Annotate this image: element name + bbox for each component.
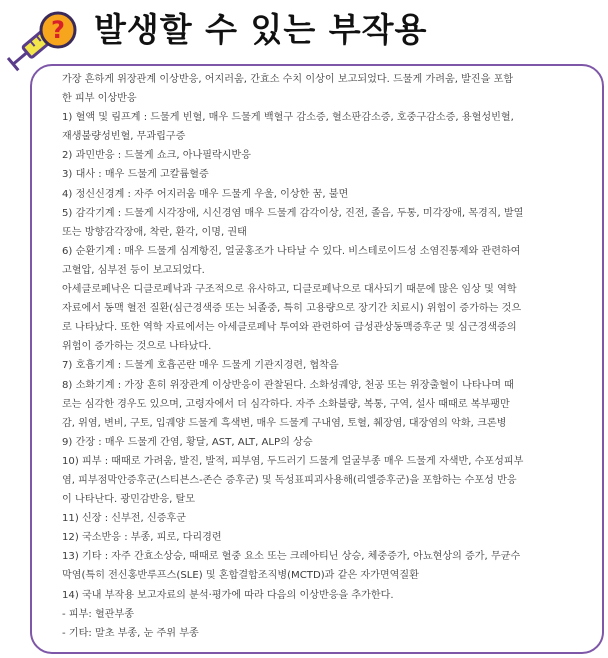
text-line: 자료에서 동맥 혈전 질환(심근경색증 또는 뇌졸중, 특히 고용량으로 장기간 치료시) 위험이 증가하는 것으 xyxy=(62,303,522,315)
page-title: 발생할 수 있는 부작용 xyxy=(94,10,428,49)
text-line: 로 나타났다. 또한 역학 자료에서는 아세클로페낙 투여와 관련하여 급성관상동맥증후군 및 심근경색증의 xyxy=(62,322,517,334)
text-line: 13) 기타 : 자주 간효소상승, 때때로 혈중 요소 또는 크레아티닌 상승, 체중증가, 아뇨현상의 증가, 무균수 xyxy=(62,551,521,563)
text-line: 염, 피부점막안증후군(스티븐스-존슨 증후군) 및 독성표피괴사용해(리엘증후군)을 포함하는 수포성 반응 xyxy=(62,474,517,486)
syringe-question-icon xyxy=(2,6,88,72)
header xyxy=(0,0,608,66)
text-line: 고혈압, 심부전 등이 보고되었다. xyxy=(62,264,205,276)
text-line: 11) 신장 : 신부전, 신증후군 xyxy=(62,513,186,525)
text-line: 또는 방향감각장애, 착란, 환각, 이명, 권태 xyxy=(62,226,247,238)
text-line: 재생불량성빈혈, 무과립구증 xyxy=(62,131,186,143)
text-line: 한 피부 이상반응 xyxy=(62,93,137,105)
text-line: 12) 국소반응 : 부종, 피로, 다리경련 xyxy=(62,532,222,544)
text-line: 8) 소화기계 : 가장 흔히 위장관계 이상반응이 관찰된다. 소화성궤양, 천공 또는 위장출혈이 나타나며 때 xyxy=(62,379,514,391)
text-line: 1) 혈액 및 림프계 : 드물게 빈혈, 매우 드물게 백혈구 감소증, 혈소판감소증, 호중구감소증, 용혈성빈혈, xyxy=(62,112,514,124)
text-line: 이 나타난다. 광민감반응, 탈모 xyxy=(62,494,196,506)
text-line: 10) 피부 : 때때로 가려움, 발진, 발적, 피부염, 두드러기 드물게 얼굴부종 매우 드물게 자색반, 수포성피부 xyxy=(62,455,524,467)
text-line: 감, 위염, 변비, 구토, 입궤양 드물게 흑색변, 매우 드물게 구내염, 토혈, 췌장염, 대장염의 악화, 크론병 xyxy=(62,417,507,429)
text-line: 7) 호흡기계 : 드물게 호흡곤란 매우 드물게 기관지경련, 협착음 xyxy=(62,360,339,372)
text-line: 14) 국내 부작용 보고자료의 분석·평가에 따라 다음의 이상반응을 추가한다. xyxy=(62,589,394,601)
text-line: 로는 심각한 경우도 있으며, 고령자에서 더 심각하다. 자주 소화불량, 복통, 구역, 설사 때때로 복부팽만 xyxy=(62,398,510,410)
text-line: 9) 간장 : 매우 드물게 간염, 황달, AST, ALT, ALP의 상승 xyxy=(62,436,313,448)
text-line: - 기타: 말초 부종, 눈 주위 부종 xyxy=(62,627,199,639)
text-line: 아세클로페낙은 디클로페낙과 구조적으로 유사하고, 디클로페낙으로 대사되기 때문에 많은 임상 및 역학 xyxy=(62,284,517,296)
text-line: 막염(특히 전신홍반루프스(SLE) 및 혼합결합조직병(MCTD)과 같은 자가면역질환 xyxy=(62,570,419,582)
side-effects-text xyxy=(62,70,592,643)
svg-text:?: ? xyxy=(51,16,65,44)
text-line: 6) 순환기계 : 매우 드물게 심계항진, 얼굴홍조가 나타날 수 있다. 비스테로이드성 소염진통제와 관련하여 xyxy=(62,245,521,257)
text-line: 가장 흔하게 위장관계 이상반응, 어지러움, 간효소 수치 이상이 보고되었다. 드물게 가려움, 발진을 포함 xyxy=(62,74,514,85)
text-line: 4) 정신신경계 : 자주 어지러움 매우 드물게 우울, 이상한 꿈, 불면 xyxy=(62,188,349,200)
text-line: 2) 과민반응 : 드물게 쇼크, 아나필락시반응 xyxy=(62,150,252,162)
text-line: - 피부: 혈관부종 xyxy=(62,608,134,620)
text-line: 3) 대사 : 매우 드물게 고칼륨혈증 xyxy=(62,169,209,181)
text-line: 위험이 증가하는 것으로 나타났다. xyxy=(62,341,212,353)
text-line: 5) 감각기계 : 드물게 시각장애, 시신경염 매우 드물게 감각이상, 진전, 졸음, 두통, 미각장애, 목경직, 발열 xyxy=(62,207,524,219)
